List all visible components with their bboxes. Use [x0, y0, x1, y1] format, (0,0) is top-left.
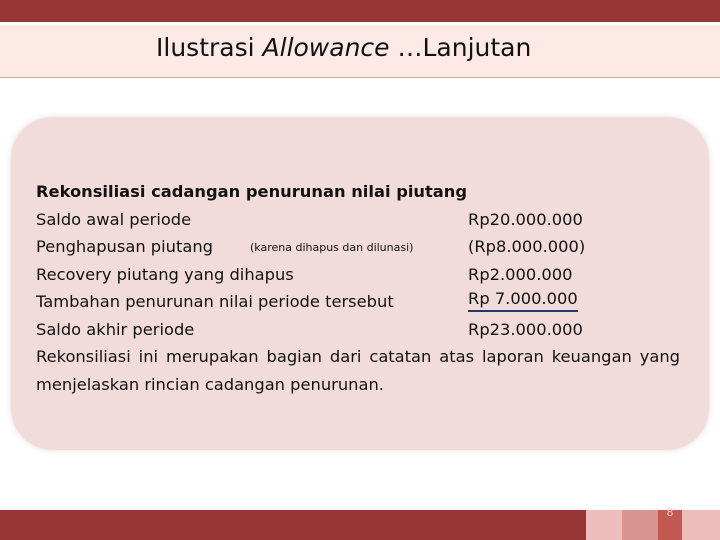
- row-amount: (Rp8.000.000): [468, 237, 586, 256]
- row-write-off: [36, 233, 684, 261]
- row-label: Recovery piutang yang dihapus: [36, 264, 294, 284]
- footer-block: [622, 510, 658, 540]
- row-label: Penghapusan piutang: [36, 237, 214, 256]
- row-amount: Rp23.000.000: [468, 319, 583, 339]
- slide-title: [156, 33, 531, 62]
- explanation-paragraph: Rekonsiliasi ini merupakan bagian dari catatan atas laporan keuangan yang menjelaskan rincian cadangan penurunan.: [36, 347, 680, 394]
- footer-block: [682, 510, 720, 540]
- title-prefix: Ilustrasi: [156, 33, 263, 62]
- content-block: [36, 178, 684, 398]
- title-suffix: …Lanjutan: [389, 33, 532, 62]
- row-opening-balance: [36, 206, 684, 234]
- row-label: Saldo awal periode: [36, 209, 192, 229]
- row-amount: Rp 7.000.000: [468, 288, 578, 312]
- reconciliation-heading: Rekonsiliasi cadangan penurunan nilai piutang: [36, 182, 468, 201]
- row-label: Saldo akhir periode: [36, 319, 195, 339]
- row-amount: Rp2.000.000: [468, 264, 573, 284]
- row-note: (karena dihapus dan dilunasi): [250, 241, 414, 254]
- row-additional-impairment: [36, 288, 684, 316]
- row-label: Tambahan penurunan nilai periode tersebut: [36, 292, 394, 311]
- page-number: 8: [666, 506, 674, 519]
- title-italic: Allowance: [262, 33, 390, 62]
- footer-block: [586, 510, 622, 540]
- row-closing-balance: [36, 316, 684, 344]
- footer-accent-bar: [0, 510, 586, 540]
- row-recovery: [36, 261, 684, 289]
- top-accent-bar: [0, 0, 720, 22]
- row-amount: Rp20.000.000: [468, 209, 583, 229]
